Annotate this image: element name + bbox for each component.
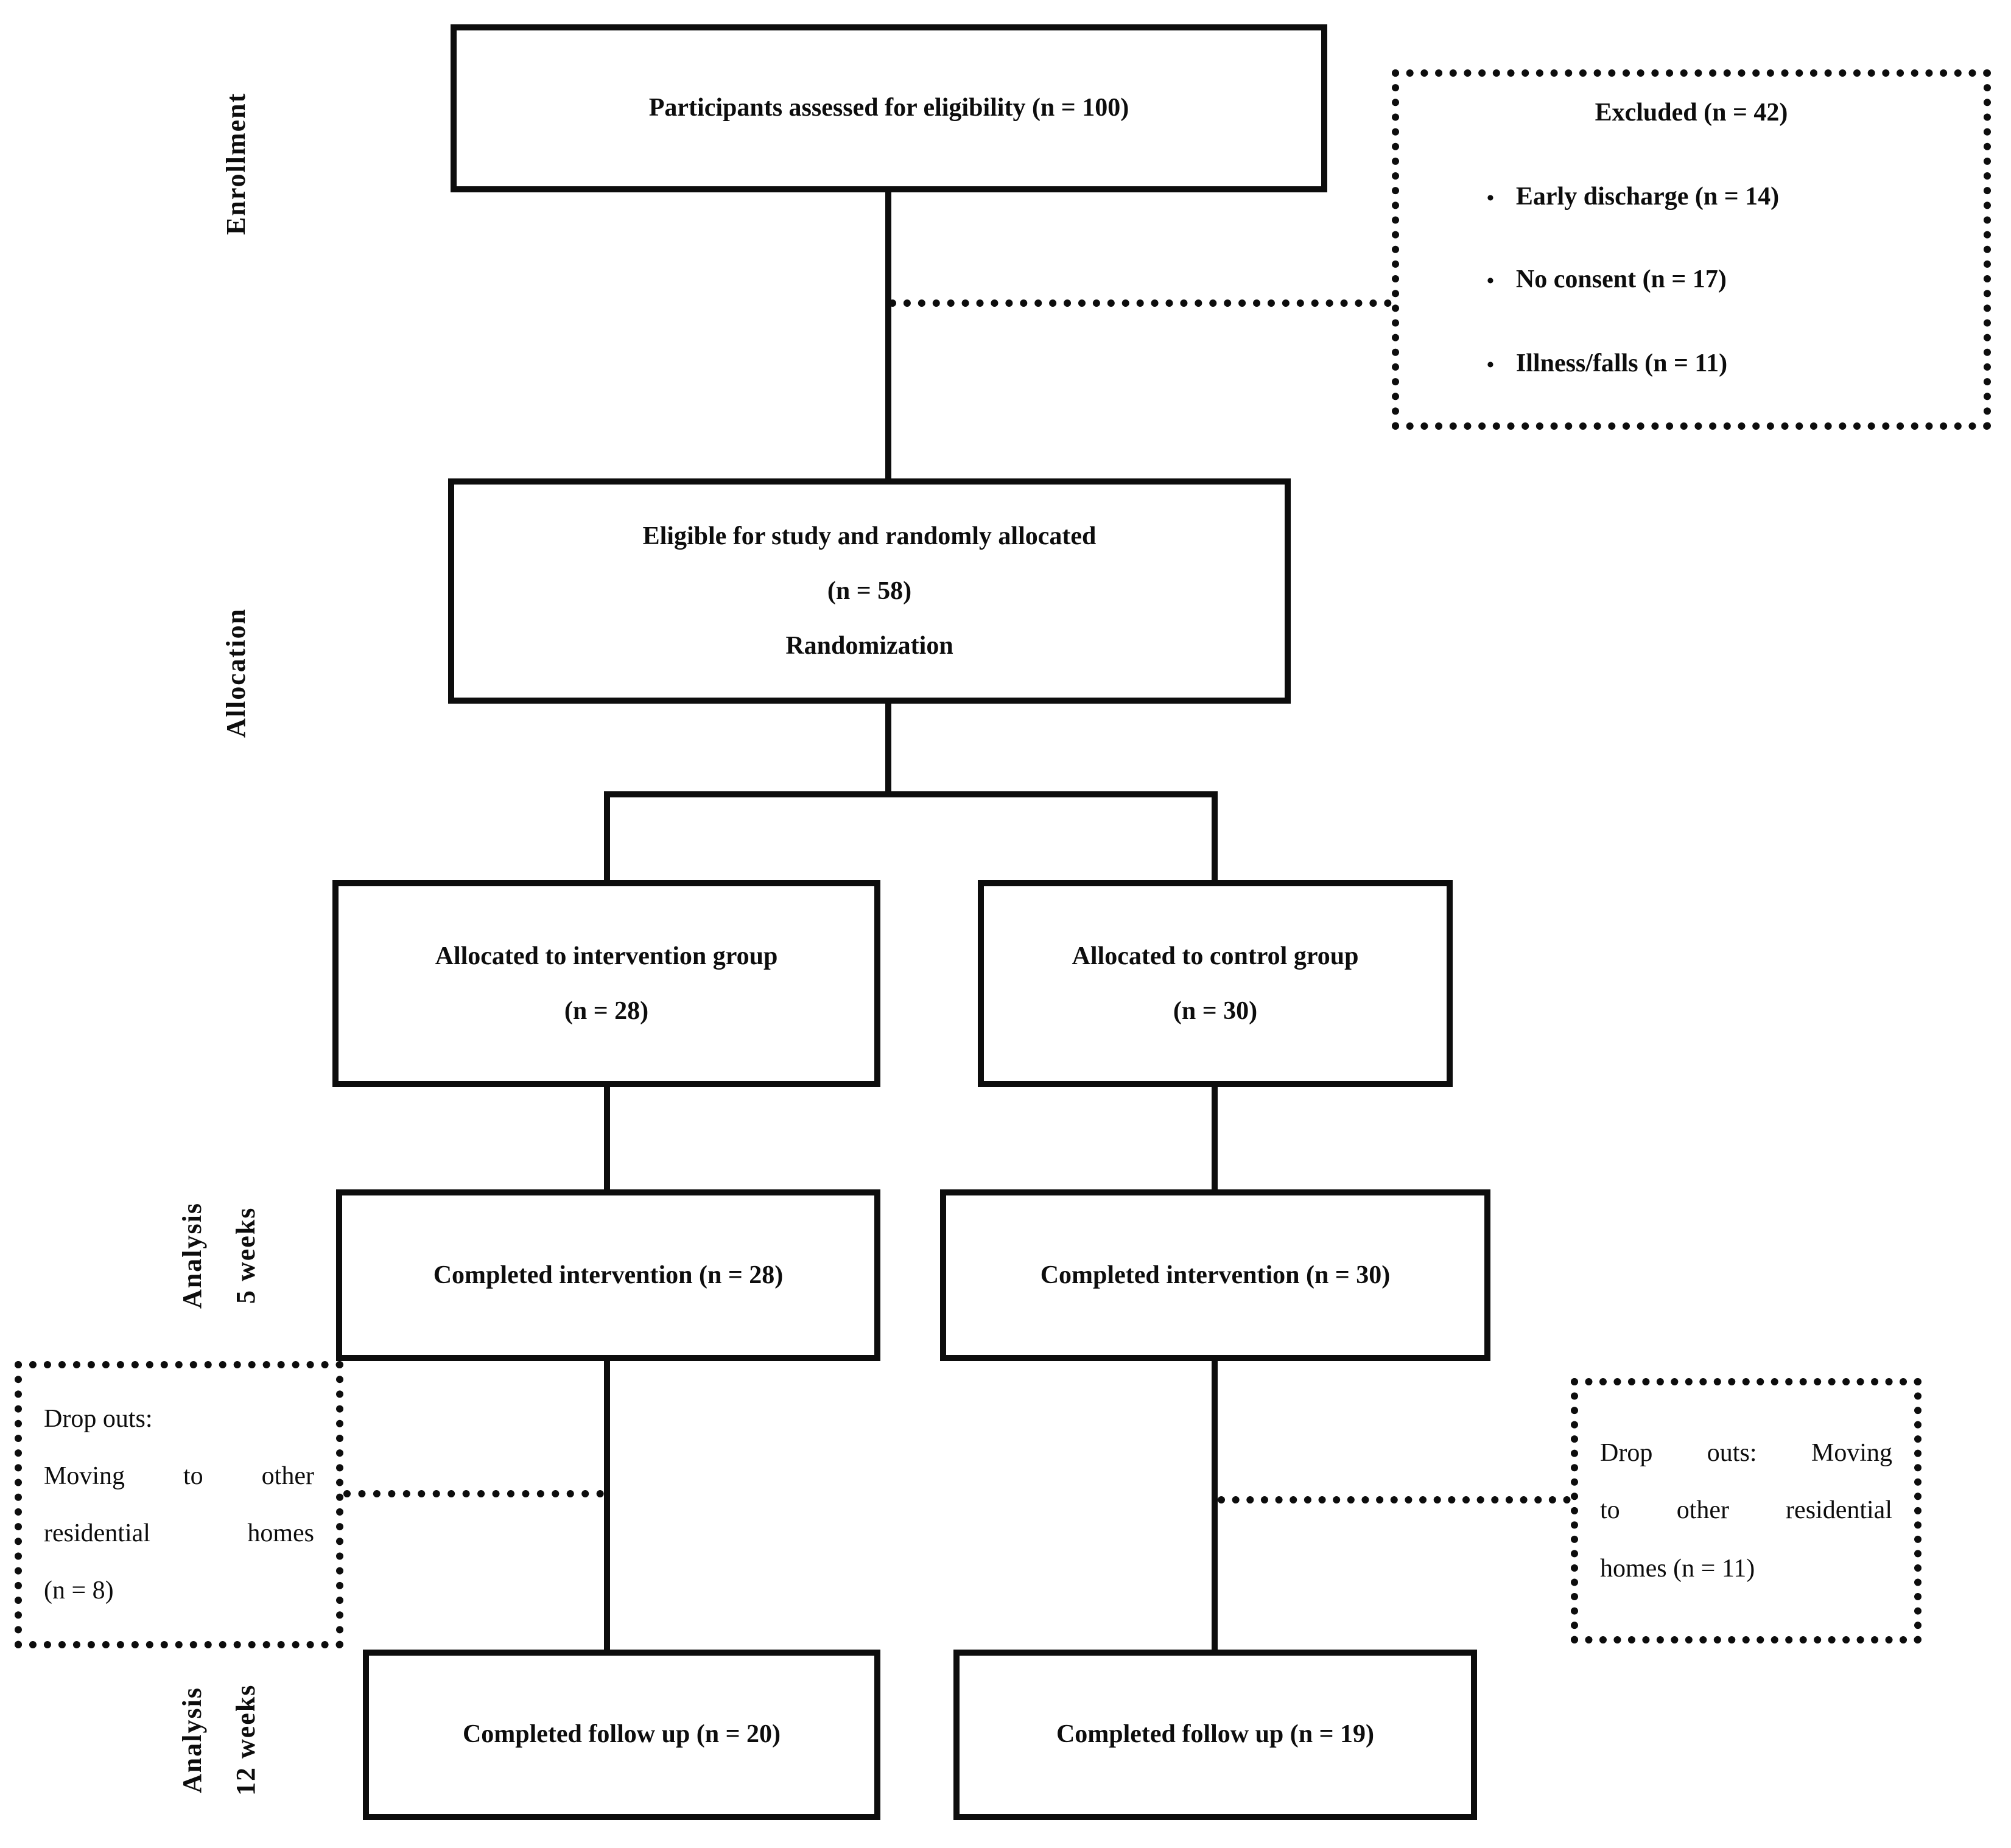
dropout-line: homes (n = 11) [1600, 1553, 1755, 1583]
dropout-line: (n = 8) [44, 1575, 114, 1605]
stage-label-analysis-12-weeks [166, 1651, 273, 1829]
dropout-line: to other residential [1600, 1495, 1892, 1525]
node-text: Eligible for study and randomly allocated [642, 520, 1097, 550]
connector-randomized-to-split [885, 704, 891, 796]
node-text: Completed intervention (n = 30) [1040, 1259, 1391, 1289]
stage-label-text: Analysis [177, 1202, 207, 1309]
connector-control-to-completed [1212, 1087, 1218, 1189]
stage-label-enrollment [209, 71, 263, 256]
stage-label-text: Allocation [220, 608, 251, 738]
connector-dotted-to-excluded [889, 299, 1392, 307]
excluded-item-text: Early discharge (n = 14) [1515, 181, 1780, 211]
node-text: Participants assessed for eligibility (n = 100) [648, 93, 1129, 122]
node-text: Completed intervention (n = 28) [433, 1259, 784, 1289]
node-followup-control [953, 1650, 1477, 1820]
excluded-item [1411, 259, 1971, 302]
connector-dotted-dropouts-left [343, 1490, 604, 1497]
node-text: Completed follow up (n = 19) [1056, 1719, 1375, 1749]
excluded-item [1411, 342, 1971, 385]
node-followup-intervention [363, 1650, 880, 1820]
node-text: (n = 58) [827, 575, 912, 605]
node-text: Completed follow up (n = 20) [462, 1719, 781, 1749]
node-text: (n = 30) [1173, 996, 1258, 1025]
bullet-icon: • [1487, 353, 1494, 377]
connector-split-to-control [1212, 791, 1218, 883]
connector-intervention-to-completed [604, 1087, 610, 1189]
node-dropouts-intervention [15, 1361, 343, 1648]
excluded-title: Excluded (n = 42) [1595, 97, 1788, 127]
node-allocated-intervention [332, 880, 880, 1087]
node-randomized [448, 478, 1291, 704]
connector-assessed-to-randomized [885, 192, 891, 478]
stage-label-text: 5 weeks [230, 1206, 261, 1304]
node-text: Allocated to intervention group [435, 940, 778, 970]
stage-label-text: Analysis [177, 1686, 207, 1793]
bullet-icon: • [1487, 269, 1494, 293]
excluded-item-text: No consent (n = 17) [1515, 264, 1727, 294]
node-dropouts-control [1571, 1378, 1922, 1643]
stage-label-text: 12 weeks [230, 1684, 261, 1796]
node-completed-control [940, 1189, 1490, 1361]
dropout-line: Moving to other [44, 1460, 314, 1490]
connector-completed-to-followup-left [604, 1361, 610, 1650]
node-assessed-for-eligibility [451, 24, 1327, 192]
node-text: Allocated to control group [1072, 940, 1359, 970]
stage-label-analysis-5-weeks [166, 1176, 273, 1334]
connector-dotted-dropouts-right [1218, 1496, 1571, 1503]
node-excluded [1392, 69, 1991, 430]
node-completed-intervention [336, 1189, 880, 1361]
excluded-item-text: Illness/falls (n = 11) [1515, 348, 1728, 378]
dropout-line: Drop outs: [44, 1403, 153, 1432]
excluded-item [1411, 175, 1971, 218]
dropout-line: residential homes [44, 1518, 314, 1547]
bullet-icon: • [1487, 186, 1494, 209]
connector-split-to-intervention [604, 791, 610, 883]
node-allocated-control [978, 880, 1453, 1087]
connector-split-horizontal [604, 791, 1218, 797]
dropout-line: Drop outs: Moving [1600, 1438, 1892, 1468]
stage-label-text: Enrollment [220, 91, 251, 235]
connector-completed-to-followup-right [1212, 1361, 1218, 1650]
node-text: Randomization [785, 631, 953, 660]
stage-label-allocation [209, 593, 263, 754]
node-text: (n = 28) [564, 996, 649, 1025]
